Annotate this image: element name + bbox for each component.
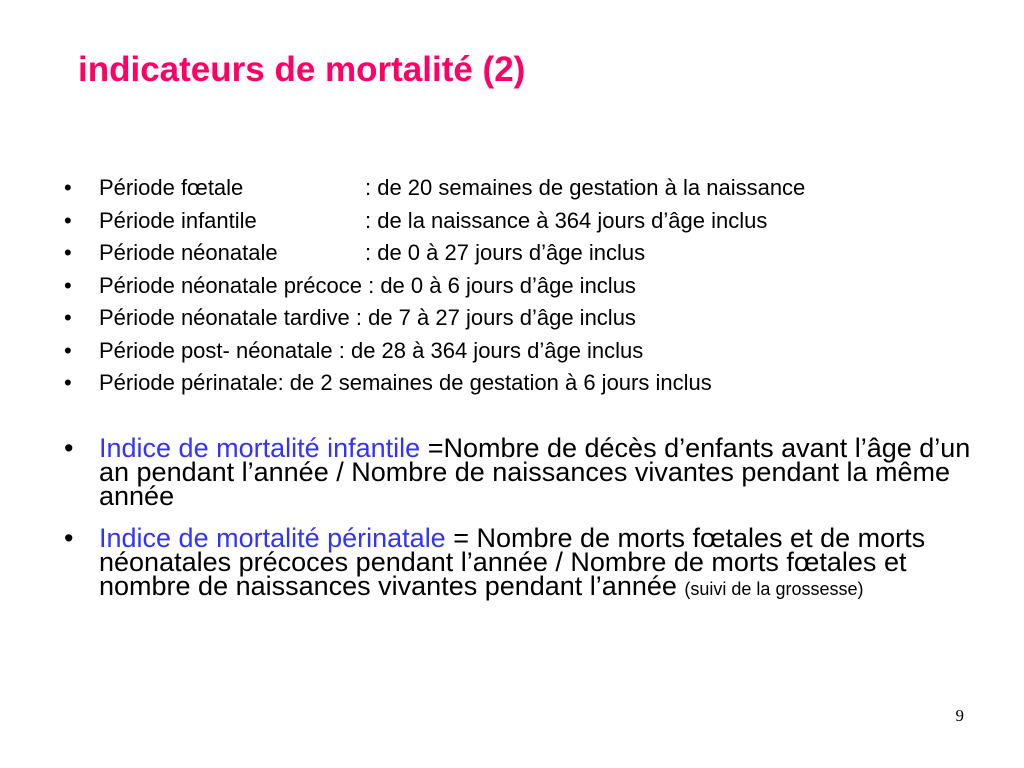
- list-item: [64, 523, 984, 601]
- period-label: Période périnatale: [99, 370, 278, 395]
- indicator-term: Indice de mortalité périnatale: [99, 523, 446, 553]
- list-item: [64, 433, 984, 511]
- bullet-icon: •: [64, 240, 72, 265]
- period-label: Période néonatale tardive: [99, 305, 350, 330]
- list-item: [64, 367, 994, 400]
- list-item: [64, 302, 994, 335]
- period-label: Période post- néonatale: [99, 337, 333, 363]
- bullet-icon: •: [64, 523, 74, 553]
- list-item: [64, 270, 994, 303]
- period-value: : de la naissance à 364 jours d’âge inclus: [365, 207, 768, 233]
- indicator-definition: =Nombre de décès d’enfants avant l’âge d’un an pendant l’année / Nombre de naissances vivantes pendant la même année: [99, 433, 971, 511]
- period-label: Période néonatale précoce: [99, 272, 362, 298]
- list-item: [64, 172, 994, 205]
- bullet-icon: •: [64, 272, 72, 298]
- period-label: Période fœtale: [99, 175, 244, 200]
- bullet-icon: •: [64, 175, 72, 200]
- bullet-icon: •: [64, 305, 72, 330]
- indicator-term: Indice de mortalité infantile: [99, 433, 421, 463]
- period-value: : de 28 à 364 jours d’âge inclus: [338, 337, 644, 363]
- period-value: : de 0 à 27 jours d’âge inclus: [365, 240, 646, 265]
- bullet-icon: •: [64, 433, 74, 463]
- period-value: : de 7 à 27 jours d’âge inclus: [355, 305, 636, 330]
- period-list: [64, 172, 994, 400]
- slide-title: indicateurs de mortalité (2): [78, 50, 526, 89]
- period-label: Période infantile: [99, 207, 257, 233]
- list-item: [64, 205, 994, 238]
- page-number: 9: [955, 706, 964, 725]
- list-item: [64, 237, 994, 270]
- period-label: Période néonatale: [99, 240, 278, 265]
- period-value: : de 20 semaines de gestation à la naissance: [365, 175, 806, 200]
- indicator-note: (suivi de la grossesse): [684, 579, 864, 599]
- bullet-icon: •: [64, 370, 72, 395]
- period-value: : de 2 semaines de gestation à 6 jours inclus: [277, 370, 712, 395]
- bullet-icon: •: [64, 337, 72, 363]
- indicator-definition: = Nombre de morts fœtales et de morts néonatales précoces pendant l’année / Nombre de morts fœtales et nombre de naissances vivantes pendant l’année: [99, 523, 926, 601]
- indicator-list: [64, 433, 984, 619]
- list-item: [64, 335, 994, 368]
- period-value: : de 0 à 6 jours d’âge inclus: [368, 272, 636, 298]
- bullet-icon: •: [64, 207, 72, 233]
